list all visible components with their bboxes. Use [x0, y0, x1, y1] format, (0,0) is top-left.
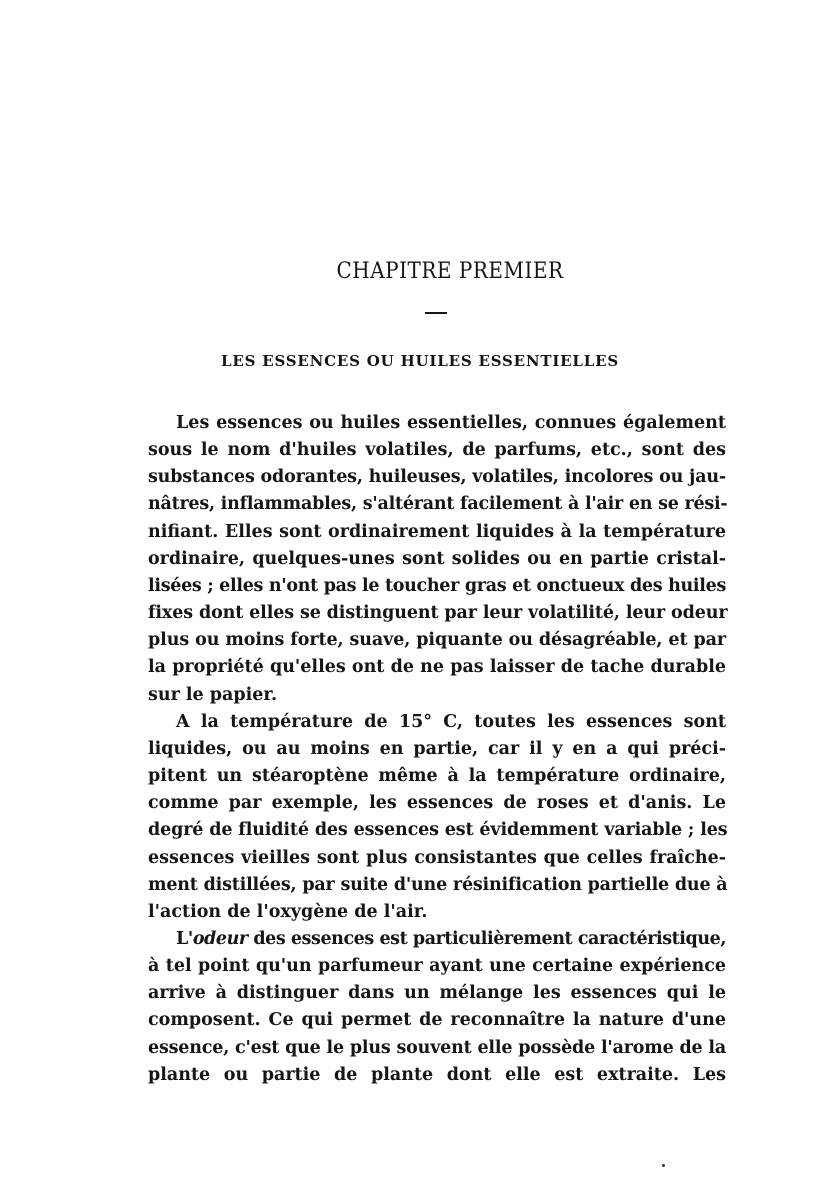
body-text [148, 410, 726, 1089]
text-line: lisées ; elles n'ont pas le toucher gras et onctueux des huiles [148, 575, 726, 596]
text-line: sur le papier. [148, 684, 278, 705]
text-line: ordinaire, quelques-unes sont solides ou en partie cristal- [148, 548, 726, 569]
text-line: à tel point qu'un parfumeur ayant une certaine expérience [148, 956, 726, 977]
text-line-lead [148, 926, 726, 953]
text-line: substances odorantes, huileuses, volatiles, incolores ou jau- [148, 467, 726, 488]
text-line: Les essences ou huiles essentielles, connues également [176, 413, 726, 433]
text-line: sous le nom d'huiles volatiles, de parfums, etc., sont des [148, 440, 726, 461]
text-line: nifiant. Elles sont ordinairement liquides à la température [148, 521, 726, 542]
lead-prefix: L' [176, 928, 193, 949]
text-line: plante ou partie de plante dont elle est extraite. Les [148, 1064, 726, 1085]
text-line: ment distillées, par suite d'une résinification partielle due à [148, 874, 728, 895]
text-line: liquides, ou au moins en partie, car il y en a qui préci- [148, 738, 726, 759]
title-separator-dash [425, 312, 447, 314]
text-line: plus ou moins forte, suave, piquante ou désagréable, et par [148, 630, 726, 651]
text-line: fixes dont elles se distinguent par leur volatilité, leur odeur [148, 603, 728, 624]
chapter-title: CHAPITRE PREMIER [336, 256, 564, 284]
text-line: A la température de 15° C, toutes les essences sont [176, 711, 726, 732]
text-line: arrive à distinguer dans un mélange les essences qui le [148, 983, 726, 1004]
lead-rest: des essences est particulièrement caractéristique, [247, 928, 726, 949]
text-line: composent. Ce qui permet de reconnaître la nature d'une [148, 1010, 726, 1031]
text-line: pitent un stéaroptène même à la température ordinaire, [148, 766, 726, 787]
italic-term: odeur [192, 928, 248, 949]
text-line: degré de fluidité des essences est évidemment variable ; les [148, 820, 728, 841]
print-speck [662, 1164, 665, 1167]
text-line: l'action de l'oxygène de l'air. [148, 901, 428, 922]
text-line: essence, c'est que le plus souvent elle possède l'arome de la [148, 1037, 726, 1058]
text-line: la propriété qu'elles ont de ne pas laisser de tache durable [148, 657, 726, 678]
section-title: LES ESSENCES OU HUILES ESSENTIELLES [221, 352, 619, 370]
text-line: nâtres, inflammables, s'altérant facilement à l'air en se rési- [148, 494, 728, 515]
text-line: essences vieilles sont plus consistantes que celles fraîche- [148, 847, 726, 868]
text-line: comme par exemple, les essences de roses et d'anis. Le [148, 793, 726, 814]
